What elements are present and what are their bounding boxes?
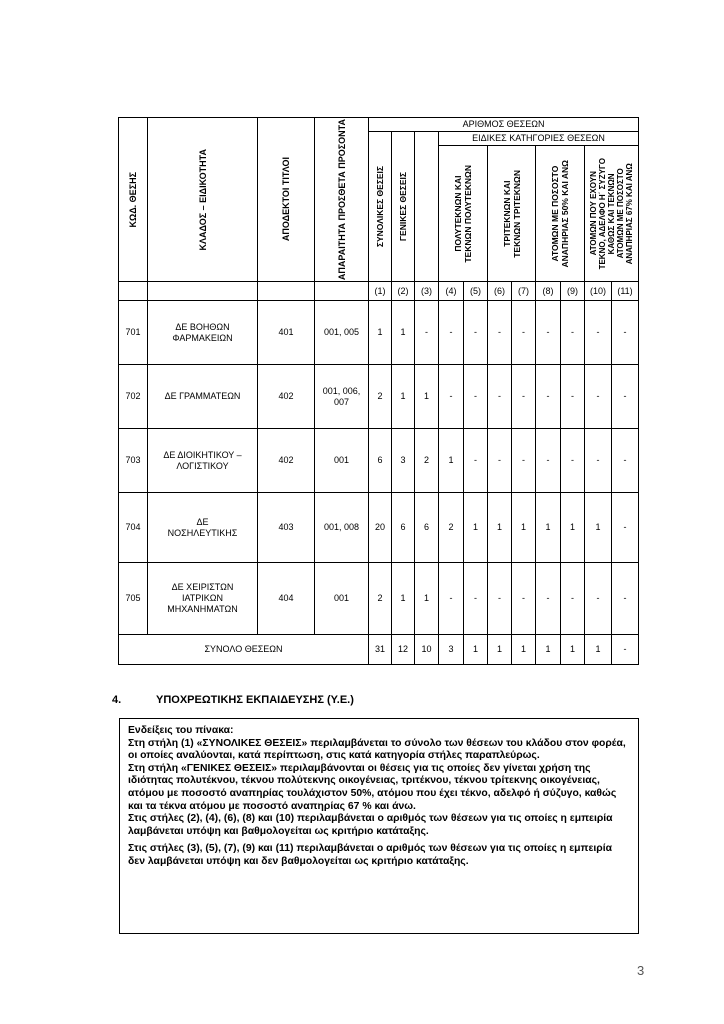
col-number: (2) xyxy=(392,282,415,301)
value-cell: - xyxy=(612,563,639,635)
value-cell: 1 xyxy=(439,429,464,493)
notes-paragraph: Στη στήλη (1) «ΣΥΝΟΛΙΚΕΣ ΘΕΣΕΙΣ» περιλαμβάνεται το σύνολο των θέσεων του κλάδου στον φορέα, οι οποίες αναλύονται, κατά περίπτωση, στις κατά κατηγορία στήλες παραπλεύρως. xyxy=(128,737,626,762)
totals-row xyxy=(119,635,639,665)
degree-cell: 402 xyxy=(258,429,315,493)
total-cell: 10 xyxy=(415,635,439,665)
qual-cell: 001 xyxy=(315,563,369,635)
branch-cell: ΔΕ ΧΕΙΡΙΣΤΩΝ ΙΑΤΡΙΚΩΝ ΜΗΧΑΝΗΜΑΤΩΝ xyxy=(148,563,258,635)
value-cell: 6 xyxy=(369,429,392,493)
value-cell: 1 xyxy=(585,493,612,563)
notes-paragraph: Στις στήλες (2), (4), (6), (8) και (10) περιλαμβάνεται ο αριθμός των θέσεων για τις οποίες η εμπειρία λαμβάνεται υπόψη και βαθμολογείται ως κριτήριο κατάταξης. xyxy=(128,813,613,837)
value-cell: 20 xyxy=(369,493,392,563)
value-cell: 1 xyxy=(392,563,415,635)
value-cell: - xyxy=(585,563,612,635)
branch-cell: ΔΕ ΒΟΗΘΩΝ ΦΑΡΜΑΚΕΙΩΝ xyxy=(148,301,258,365)
value-cell: - xyxy=(464,301,488,365)
value-cell: 1 xyxy=(392,365,415,429)
value-cell: 2 xyxy=(369,365,392,429)
value-cell: - xyxy=(536,365,561,429)
total-cell: 1 xyxy=(561,635,585,665)
total-cell: 1 xyxy=(488,635,512,665)
position-code: 703 xyxy=(119,429,148,493)
position-code: 705 xyxy=(119,563,148,635)
header-branch: ΚΛΑΔΟΣ – ΕΙΔΙΚΟΤΗΤΑ xyxy=(148,118,258,282)
header-general-positions: ΓΕΝΙΚΕΣ ΘΕΣΕΙΣ xyxy=(392,132,415,282)
col-number: (7) xyxy=(512,282,536,301)
value-cell: - xyxy=(585,365,612,429)
value-cell: 1 xyxy=(392,301,415,365)
value-cell: - xyxy=(536,563,561,635)
section-number: 4. xyxy=(112,694,122,706)
value-cell: 1 xyxy=(464,493,488,563)
value-cell: - xyxy=(561,429,585,493)
section-heading xyxy=(112,694,354,706)
col-number: (6) xyxy=(488,282,512,301)
qual-cell: 001, 008 xyxy=(315,493,369,563)
value-cell: 1 xyxy=(536,493,561,563)
value-cell: 1 xyxy=(488,493,512,563)
value-cell: - xyxy=(561,365,585,429)
degree-cell: 404 xyxy=(258,563,315,635)
total-cell: 1 xyxy=(512,635,536,665)
total-cell: 31 xyxy=(369,635,392,665)
header-special-categories: ΕΙΔΙΚΕΣ ΚΑΤΗΓΟΡΙΕΣ ΘΕΣΕΩΝ xyxy=(439,132,639,146)
header-code: ΚΩΔ. ΘΕΣΗΣ xyxy=(119,118,148,282)
value-cell: - xyxy=(488,429,512,493)
table-row xyxy=(119,301,639,365)
header-quals: ΑΠΑΡΑΙΤΗΤΑ ΠΡΟΣΘΕΤΑ ΠΡΟΣΟΝΤΑ xyxy=(315,118,369,282)
page-number: 3 xyxy=(637,963,645,978)
value-cell: - xyxy=(415,301,439,365)
branch-cell: ΔΕ ΝΟΣΗΛΕΥΤΙΚΗΣ xyxy=(148,493,258,563)
value-cell: - xyxy=(612,493,639,563)
value-cell: - xyxy=(512,365,536,429)
value-cell: - xyxy=(585,429,612,493)
header-large-family: ΠΟΛΥΤΕΚΝΩΝ ΚΑΙ ΤΕΚΝΩΝ ΠΟΛΥΤΕΚΝΩΝ xyxy=(439,146,488,282)
qual-cell: 001, 006, 007 xyxy=(315,365,369,429)
position-code: 701 xyxy=(119,301,148,365)
value-cell: - xyxy=(561,301,585,365)
value-cell: - xyxy=(464,429,488,493)
position-code: 704 xyxy=(119,493,148,563)
value-cell: 3 xyxy=(392,429,415,493)
header-three-children: ΤΡΙΤΕΚΝΩΝ ΚΑΙ ΤΕΚΝΩΝ ΤΡΙΤΕΚΝΩΝ xyxy=(488,146,536,282)
col-number: (1) xyxy=(369,282,392,301)
value-cell: 6 xyxy=(415,493,439,563)
degree-cell: 401 xyxy=(258,301,315,365)
table-row xyxy=(119,563,639,635)
value-cell: - xyxy=(536,429,561,493)
value-cell: 2 xyxy=(369,563,392,635)
value-cell: - xyxy=(612,365,639,429)
header-blank-col3 xyxy=(415,132,439,282)
value-cell: - xyxy=(512,301,536,365)
table-row xyxy=(119,493,639,563)
branch-cell: ΔΕ ΔΙΟΙΚΗΤΙΚΟΥ – ΛΟΓΙΣΤΙΚΟΥ xyxy=(148,429,258,493)
value-cell: - xyxy=(561,563,585,635)
notes-box xyxy=(119,718,639,934)
value-cell: - xyxy=(488,301,512,365)
col-number: (4) xyxy=(439,282,464,301)
value-cell: 1 xyxy=(415,365,439,429)
col-number: (8) xyxy=(536,282,561,301)
section-title: ΥΠΟΧΡΕΩΤΙΚΗΣ ΕΚΠΑΙΔΕΥΣΗΣ (Υ.Ε.) xyxy=(156,694,354,706)
value-cell: - xyxy=(439,563,464,635)
total-cell: 1 xyxy=(536,635,561,665)
value-cell: - xyxy=(585,301,612,365)
branch-cell: ΔΕ ΓΡΑΜΜΑΤΕΩΝ xyxy=(148,365,258,429)
value-cell: 1 xyxy=(512,493,536,563)
col-number: (11) xyxy=(612,282,639,301)
value-cell: - xyxy=(512,429,536,493)
header-disability-67: ΑΤΟΜΩΝ ΠΟΥ ΕΧΟΥΝ ΤΕΚΝΟ, ΑΔΕΛΦΟ Η΄ ΣΥΖΥΓΟ ΚΑΘΩΣ ΚΑΙ ΤΕΚΝΩΝ ΑΤΟΜΩΝ ΜΕ ΠΟΣΟΣΤΟ ΑΝΑΠΗΡΙΑΣ 67% ΚΑΙ ΑΝΩ xyxy=(585,146,639,282)
value-cell: 1 xyxy=(415,563,439,635)
positions-table xyxy=(118,117,639,665)
value-cell: - xyxy=(612,301,639,365)
value-cell: 1 xyxy=(369,301,392,365)
total-cell: 1 xyxy=(585,635,612,665)
value-cell: - xyxy=(439,301,464,365)
header-total-positions: ΣΥΝΟΛΙΚΕΣ ΘΕΣΕΙΣ xyxy=(369,132,392,282)
value-cell: 2 xyxy=(415,429,439,493)
blank-cell xyxy=(119,282,148,301)
total-cell: 1 xyxy=(464,635,488,665)
value-cell: - xyxy=(464,365,488,429)
value-cell: 1 xyxy=(561,493,585,563)
value-cell: - xyxy=(488,365,512,429)
position-code: 702 xyxy=(119,365,148,429)
blank-cell xyxy=(258,282,315,301)
col-number: (9) xyxy=(561,282,585,301)
qual-cell: 001, 005 xyxy=(315,301,369,365)
header-disability-50: ΑΤΟΜΩΝ ΜΕ ΠΟΣΟΣΤΟ ΑΝΑΠΗΡΙΑΣ 50% ΚΑΙ ΑΝΩ xyxy=(536,146,585,282)
total-cell: - xyxy=(612,635,639,665)
value-cell: - xyxy=(536,301,561,365)
qual-cell: 001 xyxy=(315,429,369,493)
value-cell: 6 xyxy=(392,493,415,563)
blank-cell xyxy=(148,282,258,301)
col-number: (5) xyxy=(464,282,488,301)
notes-paragraph: Στις στήλες (3), (5), (7), (9) και (11) περιλαμβάνεται ο αριθμός των θέσεων για τις οποίες η εμπειρία δεν λαμβάνεται υπόψη και δεν βαθμολογείται ως κριτήριο κατάταξης. xyxy=(128,843,612,867)
notes-heading: Ενδείξεις του πίνακα: xyxy=(128,725,234,736)
blank-cell xyxy=(315,282,369,301)
degree-cell: 402 xyxy=(258,365,315,429)
value-cell: - xyxy=(488,563,512,635)
col-number: (3) xyxy=(415,282,439,301)
col-number: (10) xyxy=(585,282,612,301)
total-label: ΣΥΝΟΛΟ ΘΕΣΕΩΝ xyxy=(119,635,369,665)
value-cell: 2 xyxy=(439,493,464,563)
header-degrees: ΑΠΟΔΕΚΤΟΙ ΤΙΤΛΟΙ xyxy=(258,118,315,282)
value-cell: - xyxy=(512,563,536,635)
table-row xyxy=(119,365,639,429)
notes-paragraph: Στη στήλη «ΓΕΝΙΚΕΣ ΘΕΣΕΙΣ» περιλαμβάνονται οι θέσεις για τις οποίες δεν γίνεται χρήση της ιδιότητας πολυτέκνου, τέκνου πολύτεκνης οικογένειας, τριτέκνου, τέκνου τρίτεκνης οικογένειας, ατόμου με ποσοστό αναπηρίας τουλάχιστον 50%, ατόμου που έχει τέκνο, αδελφό ή σύζυγο, καθώς και τα τέκνα ατόμου με ποσοστό αναπηρίας 67 % και άνω. xyxy=(128,762,617,812)
total-cell: 12 xyxy=(392,635,415,665)
value-cell: - xyxy=(439,365,464,429)
value-cell: - xyxy=(464,563,488,635)
degree-cell: 403 xyxy=(258,493,315,563)
total-cell: 3 xyxy=(439,635,464,665)
table-row xyxy=(119,429,639,493)
column-numbers-row xyxy=(119,282,639,301)
value-cell: - xyxy=(612,429,639,493)
header-positions-count: ΑΡΙΘΜΟΣ ΘΕΣΕΩΝ xyxy=(369,118,639,132)
